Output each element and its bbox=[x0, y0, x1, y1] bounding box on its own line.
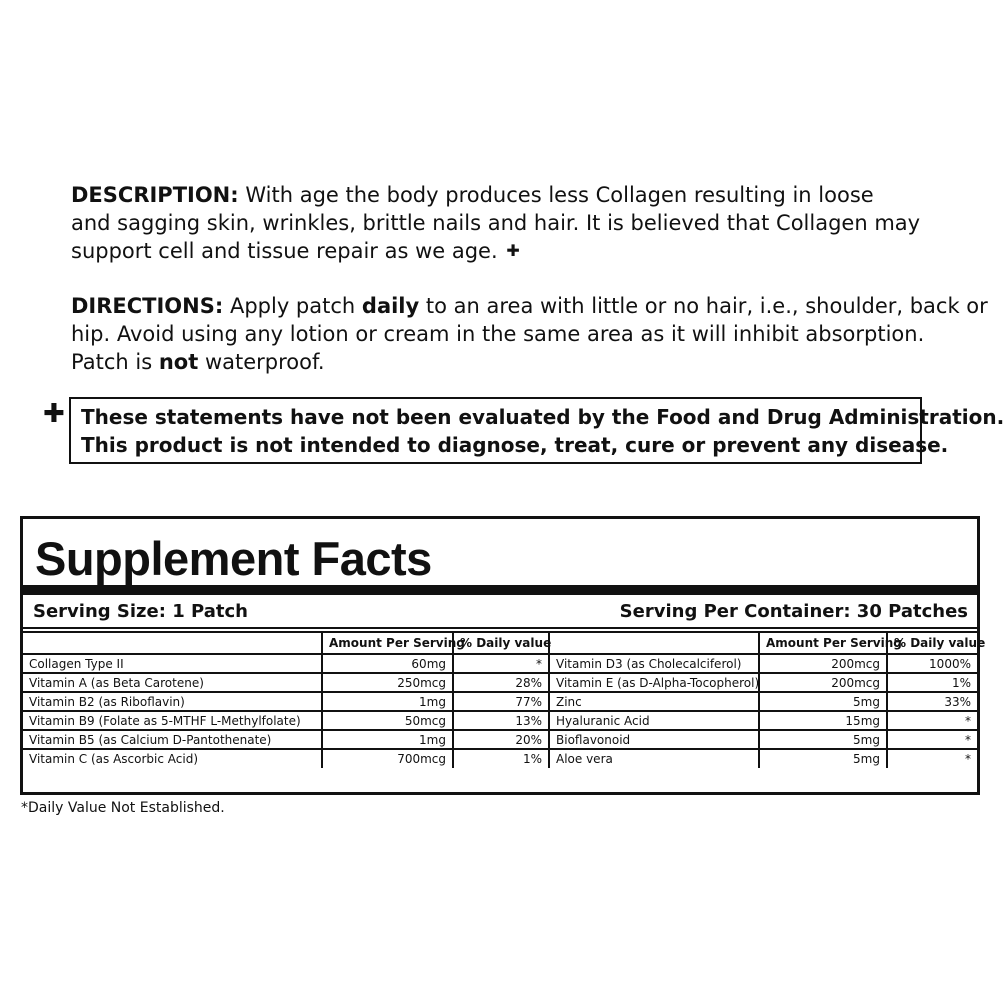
header-blank-left bbox=[23, 632, 322, 654]
description-text-3: support cell and tissue repair as we age. bbox=[71, 239, 498, 263]
header-dv-left: % Daily value bbox=[453, 632, 549, 654]
header-blank-right bbox=[549, 632, 759, 654]
daily-value: 28% bbox=[453, 673, 549, 692]
amount-per-serving: 700mcg bbox=[322, 749, 453, 768]
amount-per-serving: 50mcg bbox=[322, 711, 453, 730]
daily-value: * bbox=[887, 730, 977, 749]
amount-per-serving: 15mg bbox=[759, 711, 887, 730]
directions-emphasis-not: not bbox=[158, 350, 199, 374]
description-line-2: and sagging skin, wrinkles, brittle nails and hair. It is believed that Collagen may bbox=[71, 211, 921, 235]
servings-per-container: Serving Per Container: 30 Patches bbox=[619, 601, 968, 622]
description-label: DESCRIPTION: bbox=[71, 183, 239, 207]
amount-per-serving: 5mg bbox=[759, 730, 887, 749]
nutrient-name: Vitamin C (as Ascorbic Acid) bbox=[23, 749, 322, 768]
amount-per-serving: 5mg bbox=[759, 692, 887, 711]
nutrient-name: Aloe vera bbox=[549, 749, 759, 768]
daily-value-footnote: *Daily Value Not Established. bbox=[21, 800, 225, 816]
nutrient-name: Vitamin D3 (as Cholecalciferol) bbox=[549, 654, 759, 673]
table-row bbox=[23, 749, 977, 768]
daily-value: * bbox=[453, 654, 549, 673]
amount-per-serving: 1mg bbox=[322, 730, 453, 749]
table-row bbox=[23, 654, 977, 673]
directions-section bbox=[71, 292, 988, 376]
amount-per-serving: 250mcg bbox=[322, 673, 453, 692]
description-line-1 bbox=[71, 181, 971, 209]
table-header-row bbox=[23, 632, 977, 654]
nutrient-name: Vitamin B2 (as Riboflavin) bbox=[23, 692, 322, 711]
daily-value: 20% bbox=[453, 730, 549, 749]
daily-value: * bbox=[887, 749, 977, 768]
nutrient-name: Bioflavonoid bbox=[549, 730, 759, 749]
header-amount-left: Amount Per Serving bbox=[322, 632, 453, 654]
nutrient-name: Vitamin E (as D-Alpha-Tocopherol) bbox=[549, 673, 759, 692]
cross-mark-icon: ✚ bbox=[43, 399, 65, 429]
serving-size: Serving Size: 1 Patch bbox=[33, 601, 248, 622]
amount-per-serving: 60mg bbox=[322, 654, 453, 673]
nutrient-name: Vitamin B9 (Folate as 5-MTHF L-Methylfolate) bbox=[23, 711, 322, 730]
directions-line-3 bbox=[71, 348, 971, 376]
disclaimer-line-1: These statements have not been evaluated by the Food and Drug Administration. bbox=[81, 405, 1004, 429]
supplement-facts-title: Supplement Facts bbox=[35, 532, 432, 585]
description-section bbox=[71, 181, 971, 265]
facts-table bbox=[23, 631, 986, 768]
nutrient-name: Vitamin A (as Beta Carotene) bbox=[23, 673, 322, 692]
table-row bbox=[23, 711, 977, 730]
header-amount-right: Amount Per Serving bbox=[759, 632, 887, 654]
table-row bbox=[23, 673, 977, 692]
nutrient-name: Vitamin B5 (as Calcium D-Pantothenate) bbox=[23, 730, 322, 749]
fda-disclaimer-box bbox=[69, 397, 1004, 464]
description-line-3 bbox=[71, 237, 971, 265]
daily-value: 77% bbox=[453, 692, 549, 711]
amount-per-serving: 200mcg bbox=[759, 654, 887, 673]
directions-line-2: hip. Avoid using any lotion or cream in the same area as it will inhibit absorption. bbox=[71, 322, 925, 346]
daily-value: 33% bbox=[887, 692, 977, 711]
directions-line-1 bbox=[71, 292, 988, 320]
amount-per-serving: 5mg bbox=[759, 749, 887, 768]
directions-emphasis-daily: daily bbox=[361, 294, 420, 318]
daily-value: 1000% bbox=[887, 654, 977, 673]
supplement-facts-panel bbox=[20, 516, 986, 795]
directions-text-1a: Apply patch bbox=[229, 294, 356, 318]
daily-value: 13% bbox=[453, 711, 549, 730]
thick-divider bbox=[23, 585, 977, 595]
table-row bbox=[23, 730, 977, 749]
directions-text-3a: Patch is bbox=[71, 350, 153, 374]
table-row bbox=[23, 692, 977, 711]
nutrient-name: Zinc bbox=[549, 692, 759, 711]
directions-text-3c: waterproof. bbox=[204, 350, 325, 374]
daily-value: * bbox=[887, 711, 977, 730]
nutrient-name: Collagen Type II bbox=[23, 654, 322, 673]
amount-per-serving: 200mcg bbox=[759, 673, 887, 692]
disclaimer-line-2: This product is not intended to diagnose, treat, cure or prevent any disease. bbox=[81, 433, 949, 457]
serving-info-row bbox=[23, 595, 977, 629]
amount-per-serving: 1mg bbox=[322, 692, 453, 711]
description-text-1: With age the body produces less Collagen resulting in loose bbox=[245, 183, 874, 207]
nutrient-name: Hyaluranic Acid bbox=[549, 711, 759, 730]
daily-value: 1% bbox=[887, 673, 977, 692]
header-dv-right: % Daily value bbox=[887, 632, 977, 654]
cross-mark-icon: ✚ bbox=[506, 241, 520, 260]
directions-text-1c: to an area with little or no hair, i.e., shoulder, back or bbox=[425, 294, 988, 318]
directions-label: DIRECTIONS: bbox=[71, 294, 224, 318]
daily-value: 1% bbox=[453, 749, 549, 768]
